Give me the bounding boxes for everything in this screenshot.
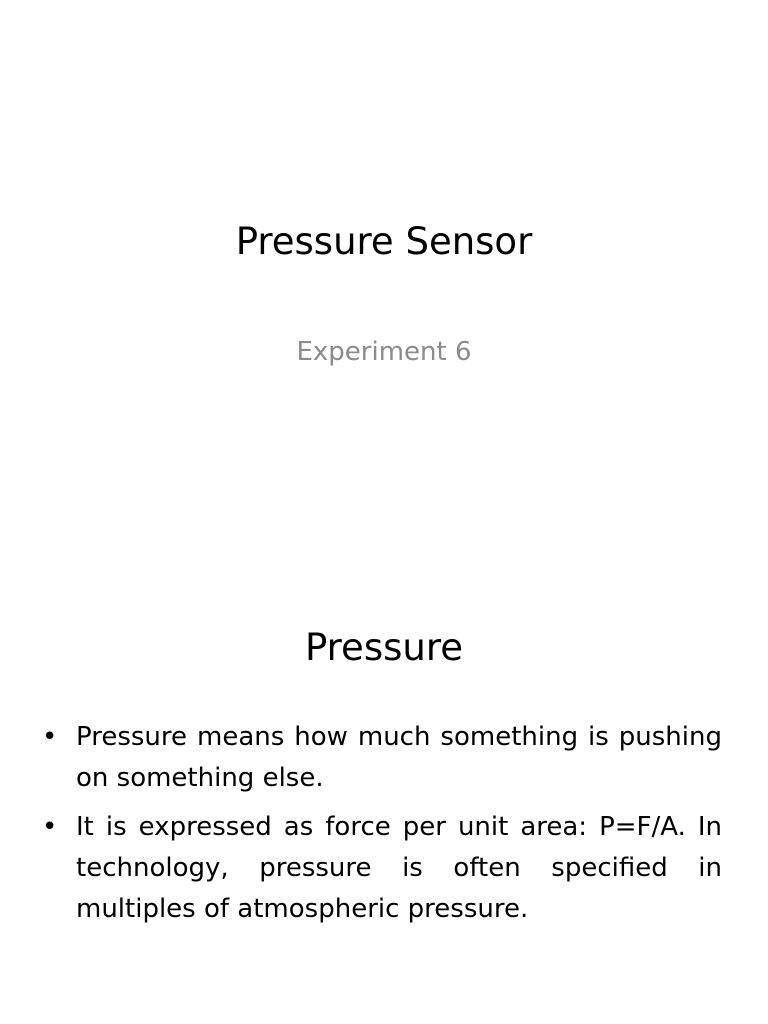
bullet-item <box>42 717 722 799</box>
slide-title: Pressure Sensor <box>235 220 533 263</box>
bullet-text: Pressure means how much something is pushing on something else. <box>76 722 722 793</box>
content-slide-title: Pressure <box>305 626 463 669</box>
slide-subtitle: Experiment 6 <box>296 337 472 367</box>
bullet-list <box>42 717 722 938</box>
bullet-point-icon: • <box>42 812 58 842</box>
bullet-text: It is expressed as force per unit area: P=F/A. In technology, pressure is often specified in multiples of atmospheric pressure. <box>76 812 722 924</box>
bullet-item <box>42 807 722 930</box>
bullet-point-icon: • <box>42 722 58 752</box>
content-slide <box>0 512 768 1024</box>
